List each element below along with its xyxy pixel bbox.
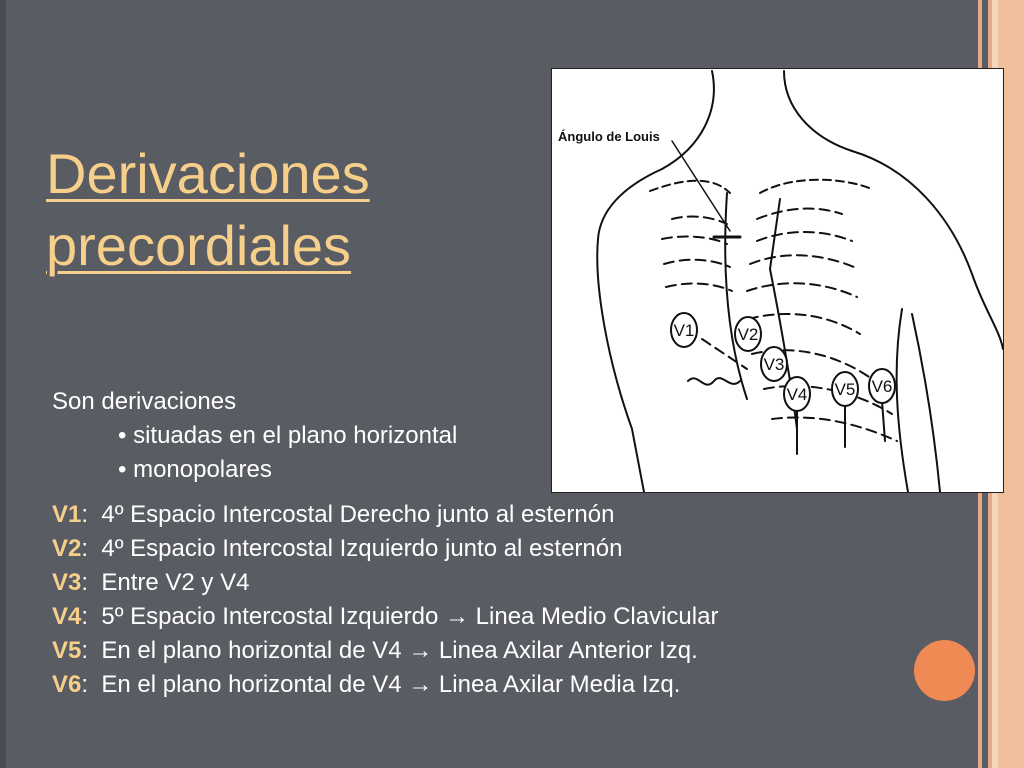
- lead-list: [52, 498, 718, 702]
- bullet-glyph: •: [118, 456, 127, 483]
- slide-left-edge: [0, 0, 6, 768]
- shoulder-right: [852, 151, 1003, 349]
- intro-bullet-text: monopolares: [133, 456, 272, 483]
- electrode-label: V2: [737, 325, 759, 344]
- lead-text: 4º Espacio Intercostal Derecho junto al esternón: [101, 501, 615, 528]
- lead-item: V4: 5º Espacio Intercostal Izquierdo → Linea Medio Clavicular: [52, 603, 719, 630]
- electrode-label: V3: [763, 355, 785, 374]
- lead-item: V6: En el plano horizontal de V4 → Linea Axilar Media Izq.: [52, 671, 681, 698]
- lead-code: V1: [52, 501, 82, 528]
- intro-bullet: [52, 453, 457, 487]
- title-line-2: precordiales: [46, 214, 352, 277]
- chest-diagram: [551, 68, 1004, 493]
- intro-bullet: [52, 419, 457, 453]
- lead-code: V5: [52, 637, 82, 664]
- lead-code: V2: [52, 535, 82, 562]
- title-line-1: Derivaciones: [46, 142, 370, 205]
- lead-item: V2: 4º Espacio Intercostal Izquierdo junto al esternón: [52, 535, 623, 562]
- right-flank: [912, 314, 940, 492]
- electrode-label: V6: [871, 377, 893, 396]
- intro-block: [52, 385, 457, 487]
- clavicle-left: [650, 181, 730, 193]
- bullet-glyph: •: [118, 422, 127, 449]
- lead-text: En el plano horizontal de V4 → Linea Axilar Anterior Izq.: [101, 637, 698, 664]
- figure-label: Ángulo de Louis: [558, 129, 660, 144]
- lead-text: Entre V2 y V4: [101, 569, 250, 596]
- neck-left: [662, 71, 714, 169]
- slide-title: [46, 138, 516, 282]
- sternum-left: [725, 193, 747, 399]
- lead-code: V6: [52, 671, 82, 698]
- shoulder-left: [597, 169, 662, 492]
- lead-item: V5: En el plano horizontal de V4 → Linea Axilar Anterior Izq.: [52, 637, 698, 664]
- wavy-line: [688, 378, 740, 385]
- lead-item: V1: 4º Espacio Intercostal Derecho junto al esternón: [52, 501, 615, 528]
- lead-code: V4: [52, 603, 82, 630]
- intro-bullet-text: situadas en el plano horizontal: [133, 422, 458, 449]
- lead-text: 4º Espacio Intercostal Izquierdo junto al esternón: [101, 535, 623, 562]
- clavicle-right: [760, 180, 872, 193]
- intro-heading: Son derivaciones: [52, 388, 237, 415]
- chest-drawing: [552, 69, 1003, 492]
- lead-item: V3: Entre V2 y V4: [52, 569, 250, 596]
- lead-code: V3: [52, 569, 82, 596]
- electrode-label: V1: [673, 321, 695, 340]
- arm-right: [897, 309, 908, 492]
- neck-right: [784, 71, 852, 151]
- electrode-label: V5: [834, 380, 856, 399]
- decorative-circle: [914, 640, 975, 701]
- electrode-label: V4: [786, 385, 808, 404]
- lead-text: 5º Espacio Intercostal Izquierdo → Linea Medio Clavicular: [101, 603, 719, 630]
- lead-text: En el plano horizontal de V4 → Linea Axilar Media Izq.: [101, 671, 681, 698]
